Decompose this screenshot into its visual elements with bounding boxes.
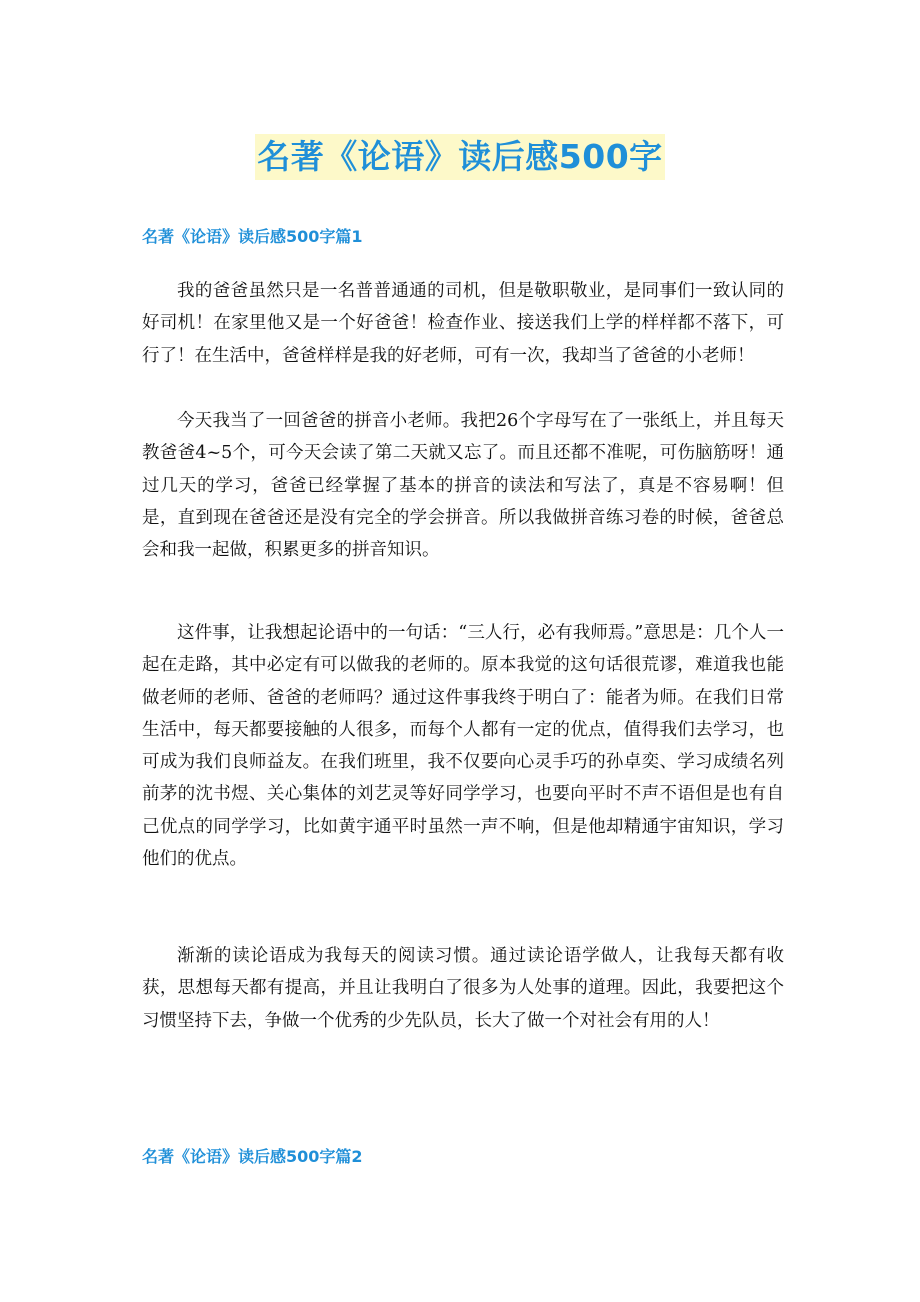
- paragraph-2: 今天我当了一回爸爸的拼音小老师。我把26个字母写在了一张纸上，并且每天教爸爸4~5个，可今天会读了第二天就又忘了。而且还都不准呢，可伤脑筋呀！通过几天的学习，爸爸已经掌握了基本的拼音的读法和写法了，真是不容易啊！但是，直到现在爸爸还是没有完全的学会拼音。所以我做拼音练习卷的时候，爸爸总会和我一起做，积累更多的拼音知识。: [142, 411, 784, 561]
- section-heading-1: 名著《论语》读后感500字篇1: [142, 227, 363, 246]
- paragraph-1: 我的爸爸虽然只是一名普普通通的司机，但是敬职敬业，是同事们一致认同的好司机！在家里他又是一个好爸爸！检查作业、接送我们上学的样样都不落下，可行了！在生活中，爸爸样样是我的好老师，可有一次，我却当了爸爸的小老师！: [142, 281, 784, 366]
- paragraph-3: 这件事，让我想起论语中的一句话：“三人行，必有我师焉。”意思是：几个人一起在走路，其中必定有可以做我的老师的。原本我觉的这句话很荒谬，难道我也能做老师的老师、爸爸的老师吗？通过这件事我终于明白了：能者为师。在我们日常生活中，每天都要接触的人很多，而每个人都有一定的优点，值得我们去学习，也可成为我们良师益友。在我们班里，我不仅要向心灵手巧的孙卓奕、学习成绩名列前茅的沈书煜、关心集体的刘艺灵等好同学学习，也要向平时不声不语但是也有自己优点的同学学习，比如黄宇通平时虽然一声不响，但是他却精通宇宙知识，学习他们的优点。: [142, 623, 784, 870]
- document-title: 名著《论语》读后感500字: [255, 134, 664, 180]
- paragraph-4: 渐渐的读论语成为我每天的阅读习惯。通过读论语学做人，让我每天都有收获，思想每天都有提高，并且让我明白了很多为人处事的道理。因此，我要把这个习惯坚持下去，争做一个优秀的少先队员，长大了做一个对社会有用的人！: [142, 946, 784, 1031]
- section-heading-2: 名著《论语》读后感500字篇2: [142, 1147, 363, 1166]
- title-container: [0, 134, 920, 180]
